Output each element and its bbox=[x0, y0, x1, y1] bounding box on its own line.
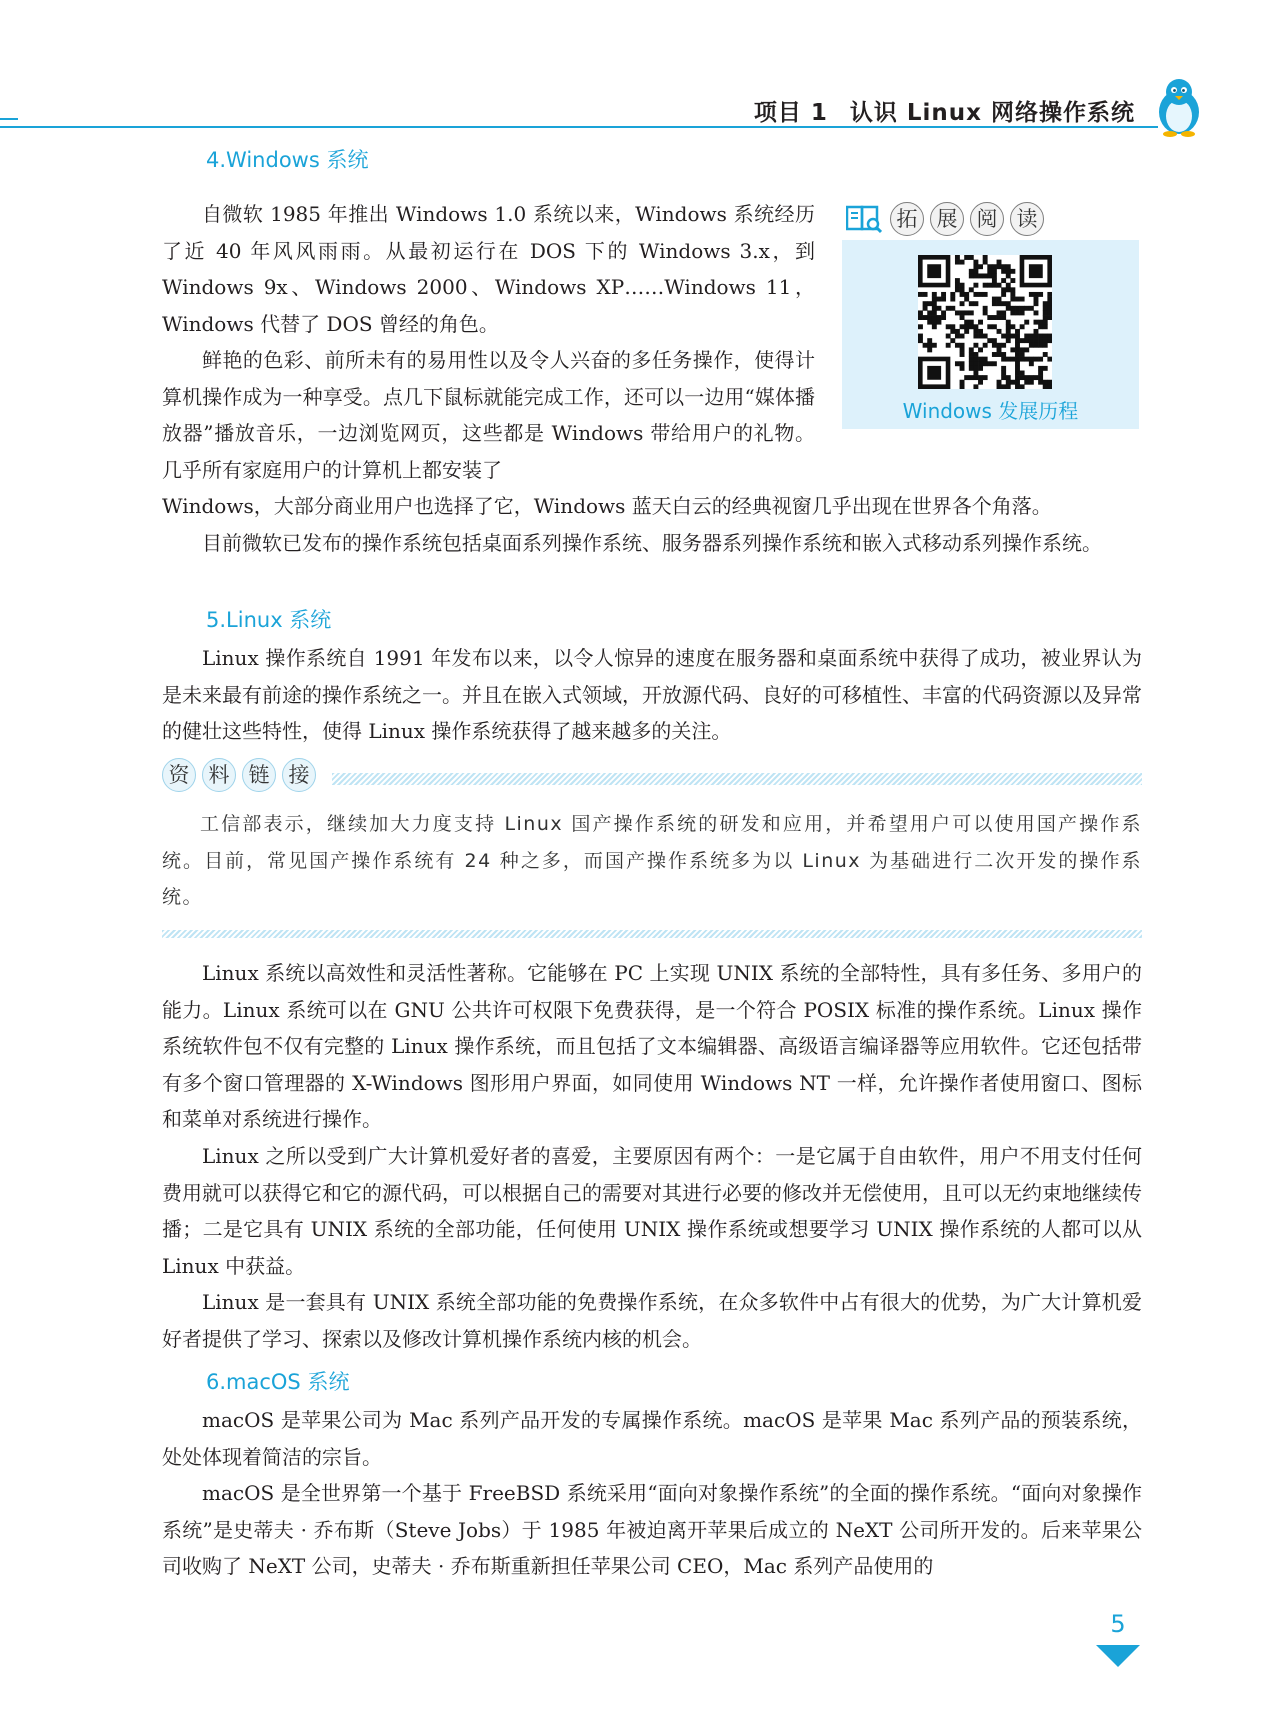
resource-char: 链 bbox=[242, 758, 276, 792]
qr-code[interactable] bbox=[918, 255, 1052, 389]
reading-char: 阅 bbox=[970, 202, 1004, 236]
header-left-mark bbox=[0, 118, 18, 120]
qr-caption: Windows 发展历程 bbox=[902, 399, 1079, 423]
resource-text: 工信部表示，继续加大力度支持 Linux 国产操作系统的研发和应用，并希望用户可以使用国产操作系统。目前，常见国产操作系统有 24 种之多，而国产操作系统多为以 Linux 为基础进行二次开发的操作系统。 bbox=[162, 813, 1142, 909]
resource-char: 料 bbox=[202, 758, 236, 792]
resource-char: 接 bbox=[282, 758, 316, 792]
running-header bbox=[754, 94, 1135, 127]
resource-link-title bbox=[162, 758, 316, 792]
qr-code-image bbox=[918, 255, 1052, 389]
extended-reading-title bbox=[890, 202, 1044, 236]
macos-paragraph-2: macOS 是全世界第一个基于 FreeBSD 系统采用“面向对象操作系统”的全面的操作系统。“面向对象操作系统”是史蒂夫 · 乔布斯（Steve Jobs）于 1985 年被迫离开苹果后成立的 NeXT 公司所开发的。后来苹果公司收购了 NeXT 公司，史蒂夫 · 乔布斯重新担任苹果公司 CEO，Mac 系列产品使用的 bbox=[162, 1481, 1142, 1579]
reading-char: 展 bbox=[930, 202, 964, 236]
header-project: 项目 1 bbox=[753, 100, 828, 126]
reading-char: 读 bbox=[1010, 202, 1044, 236]
page-number: 5 bbox=[1110, 1610, 1126, 1638]
linux-paragraph-4: Linux 是一套具有 UNIX 系统全部功能的免费操作系统，在众多软件中占有很大的优势，为广大计算机爱好者提供了学习、探索以及修改计算机操作系统内核的机会。 bbox=[162, 1290, 1142, 1351]
page-triangle-icon bbox=[1096, 1645, 1140, 1667]
penguin-icon bbox=[1148, 76, 1210, 138]
resource-char: 资 bbox=[162, 758, 196, 792]
resource-bottom-stripe bbox=[162, 930, 1142, 938]
windows-paragraph-2-cont: Windows，大部分商业用户也选择了它，Windows 蓝天白云的经典视窗几乎出现在世界各个角落。 bbox=[162, 494, 1052, 518]
windows-paragraph-2: 鲜艳的色彩、前所未有的易用性以及令人兴奋的多任务操作，使得计算机操作成为一种享受。点几下鼠标就能完成工作，还可以一边用“媒体播放器”播放音乐，一边浏览网页，这些都是 Windows 带给用户的礼物。几乎所有家庭用户的计算机上都安装了 bbox=[162, 348, 815, 482]
macos-paragraph-1: macOS 是苹果公司为 Mac 系列产品开发的专属操作系统。macOS 是苹果 Mac 系列产品的预装系统，处处体现着简洁的宗旨。 bbox=[162, 1408, 1142, 1469]
windows-paragraph-1: 自微软 1985 年推出 Windows 1.0 系统以来，Windows 系统经历了近 40 年风风雨雨。从最初运行在 DOS 下的 Windows 3.x，到 Windows 9x、Windows 2000、Windows XP……Windows 11，Windows 代替了 DOS 曾经的角色。 bbox=[162, 202, 815, 336]
linux-paragraph-1: Linux 操作系统自 1991 年发布以来，以令人惊异的速度在服务器和桌面系统中获得了成功，被业界认为是未来最有前途的操作系统之一。并且在嵌入式领域，开放源代码、良好的可移植性、丰富的代码资源以及异常的健壮这些特性，使得 Linux 操作系统获得了越来越多的关注。 bbox=[162, 646, 1142, 744]
section-title-windows: 4.Windows 系统 bbox=[206, 148, 369, 172]
section-title-linux: 5.Linux 系统 bbox=[206, 608, 332, 632]
section-title-macos: 6.macOS 系统 bbox=[206, 1370, 350, 1394]
linux-paragraph-3: Linux 之所以受到广大计算机爱好者的喜爱，主要原因有两个：一是它属于自由软件，用户不用支付任何费用就可以获得它和它的源代码，可以根据自己的需要对其进行必要的修改并无偿使用，且可以无约束地继续传播；二是它具有 UNIX 系统的全部功能，任何使用 UNIX 操作系统或想要学习 UNIX 操作系统的人都可以从 Linux 中获益。 bbox=[162, 1144, 1142, 1278]
book-search-icon bbox=[846, 204, 882, 234]
windows-paragraph-3: 目前微软已发布的操作系统包括桌面系列操作系统、服务器系列操作系统和嵌入式移动系列操作系统。 bbox=[202, 531, 1102, 555]
linux-paragraph-2: Linux 系统以高效性和灵活性著称。它能够在 PC 上实现 UNIX 系统的全部特性，具有多任务、多用户的能力。Linux 系统可以在 GNU 公共许可权限下免费获得，是一个符合 POSIX 标准的操作系统。Linux 操作系统软件包不仅有完整的 Linux 操作系统，而且包括了文本编辑器、高级语言编译器等应用软件。它还包括带有多个窗口管理器的 X-Windows 图形用户界面，如同使用 Windows NT 一样，允许操作者使用窗口、图标和菜单对系统进行操作。 bbox=[162, 961, 1142, 1132]
reading-char: 拓 bbox=[890, 202, 924, 236]
resource-top-stripe bbox=[332, 773, 1142, 785]
header-title: 认识 Linux 网络操作系统 bbox=[849, 100, 1135, 126]
